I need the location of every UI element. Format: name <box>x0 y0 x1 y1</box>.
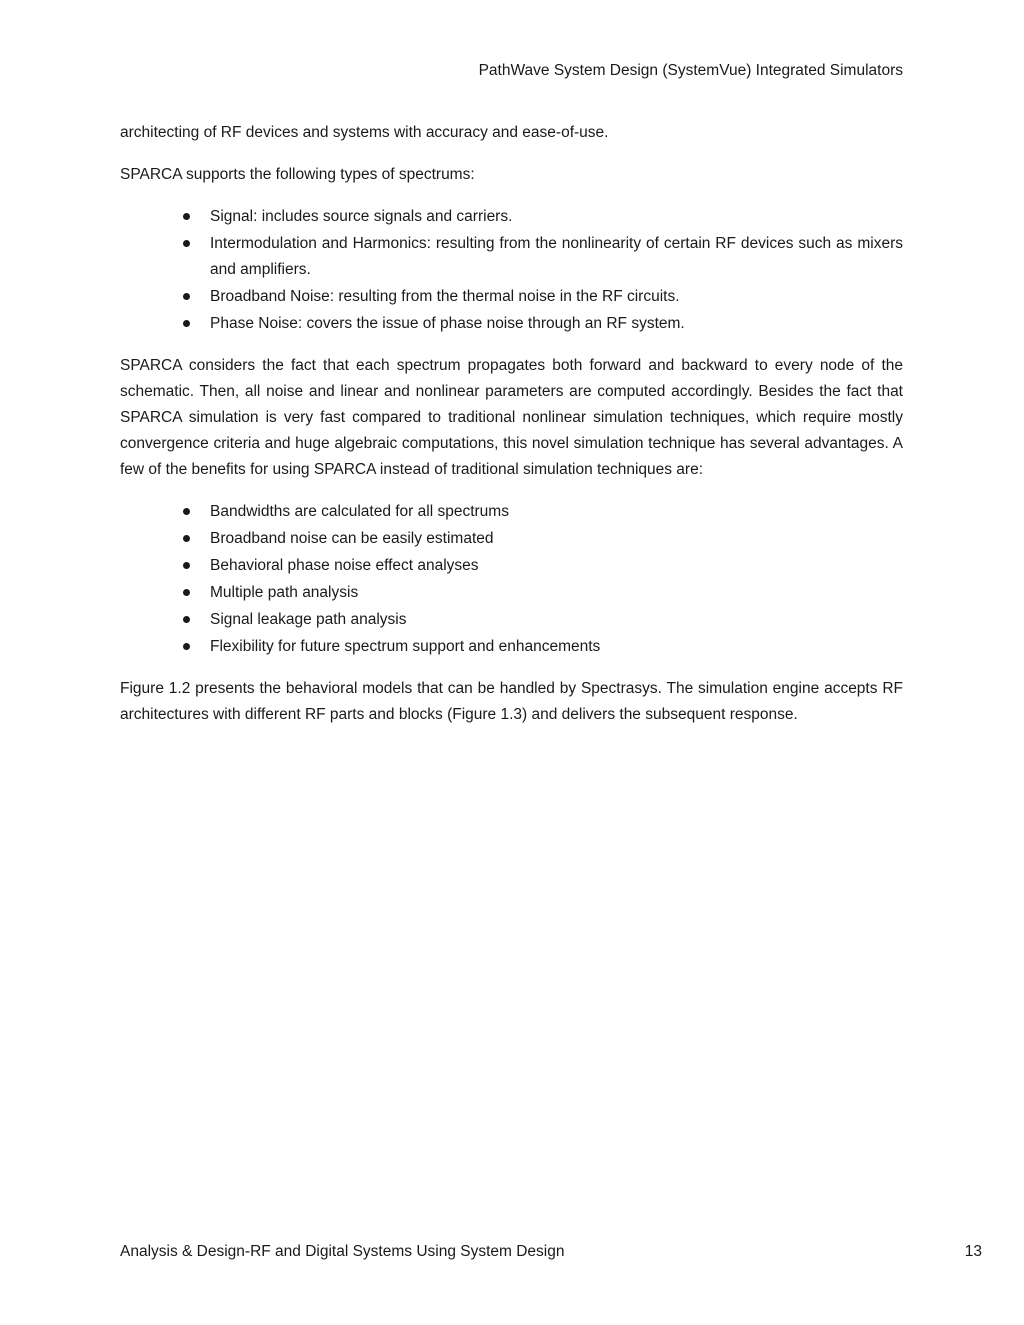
list-item <box>120 231 903 283</box>
bullet-icon <box>183 616 190 623</box>
list-item-text: Flexibility for future spectrum support and enhancements <box>210 638 601 655</box>
bullet-icon <box>183 320 190 327</box>
bullet-icon <box>183 535 190 542</box>
list-item-text: Multiple path analysis <box>210 584 359 601</box>
list-item-text: Phase Noise: covers the issue of phase noise through an RF system. <box>210 315 685 332</box>
page-body <box>120 120 903 744</box>
paragraph-intro-continuation: architecting of RF devices and systems with accuracy and ease-of-use. <box>120 124 609 141</box>
paragraph-spectrum-types-lead: SPARCA supports the following types of spectrums: <box>120 166 475 183</box>
list-item-text: Signal leakage path analysis <box>210 611 407 628</box>
list-item-text: Behavioral phase noise effect analyses <box>210 557 479 574</box>
list-item <box>120 634 903 660</box>
bullet-icon <box>183 589 190 596</box>
running-header: PathWave System Design (SystemVue) Integrated Simulators <box>478 62 903 79</box>
list-item <box>120 580 903 606</box>
bullet-icon <box>183 643 190 650</box>
list-item-text: Broadband noise can be easily estimated <box>210 530 494 547</box>
list-item <box>120 284 903 310</box>
list-item <box>120 204 903 230</box>
paragraph-sparca-description: SPARCA considers the fact that each spectrum propagates both forward and backward to every node of the schematic. Then, all noise and linear and nonlinear parameters are computed accordingly. Besides the fact that SPARCA simulation is very fast compared to traditional nonlinear simulation techniques, which require mostly convergence criteria and huge algebraic computations, this novel simulation technique has several advantages. A few of the benefits for using SPARCA instead of traditional simulation techniques are: <box>120 357 903 478</box>
list-item <box>120 526 903 552</box>
footer-page-number: 13 <box>964 1243 982 1260</box>
list-item-text: Intermodulation and Harmonics: resulting from the nonlinearity of certain RF devices such as mixers and amplifiers. <box>210 235 903 278</box>
list-item-text: Bandwidths are calculated for all spectrums <box>210 503 509 520</box>
spectrum-types-list <box>120 204 903 337</box>
footer-book-title: Analysis & Design-RF and Digital Systems Using System Design <box>120 1243 565 1260</box>
bullet-icon <box>183 213 190 220</box>
list-item-text: Signal: includes source signals and carriers. <box>210 208 513 225</box>
bullet-icon <box>183 562 190 569</box>
bullet-icon <box>183 240 190 247</box>
benefits-list <box>120 499 903 660</box>
bullet-icon <box>183 293 190 300</box>
list-item <box>120 311 903 337</box>
list-item <box>120 553 903 579</box>
list-item <box>120 499 903 525</box>
list-item <box>120 607 903 633</box>
list-item-text: Broadband Noise: resulting from the thermal noise in the RF circuits. <box>210 288 680 305</box>
bullet-icon <box>183 508 190 515</box>
paragraph-figure-reference: Figure 1.2 presents the behavioral models that can be handled by Spectrasys. The simulation engine accepts RF architectures with different RF parts and blocks (Figure 1.3) and delivers the subsequent response. <box>120 680 903 723</box>
